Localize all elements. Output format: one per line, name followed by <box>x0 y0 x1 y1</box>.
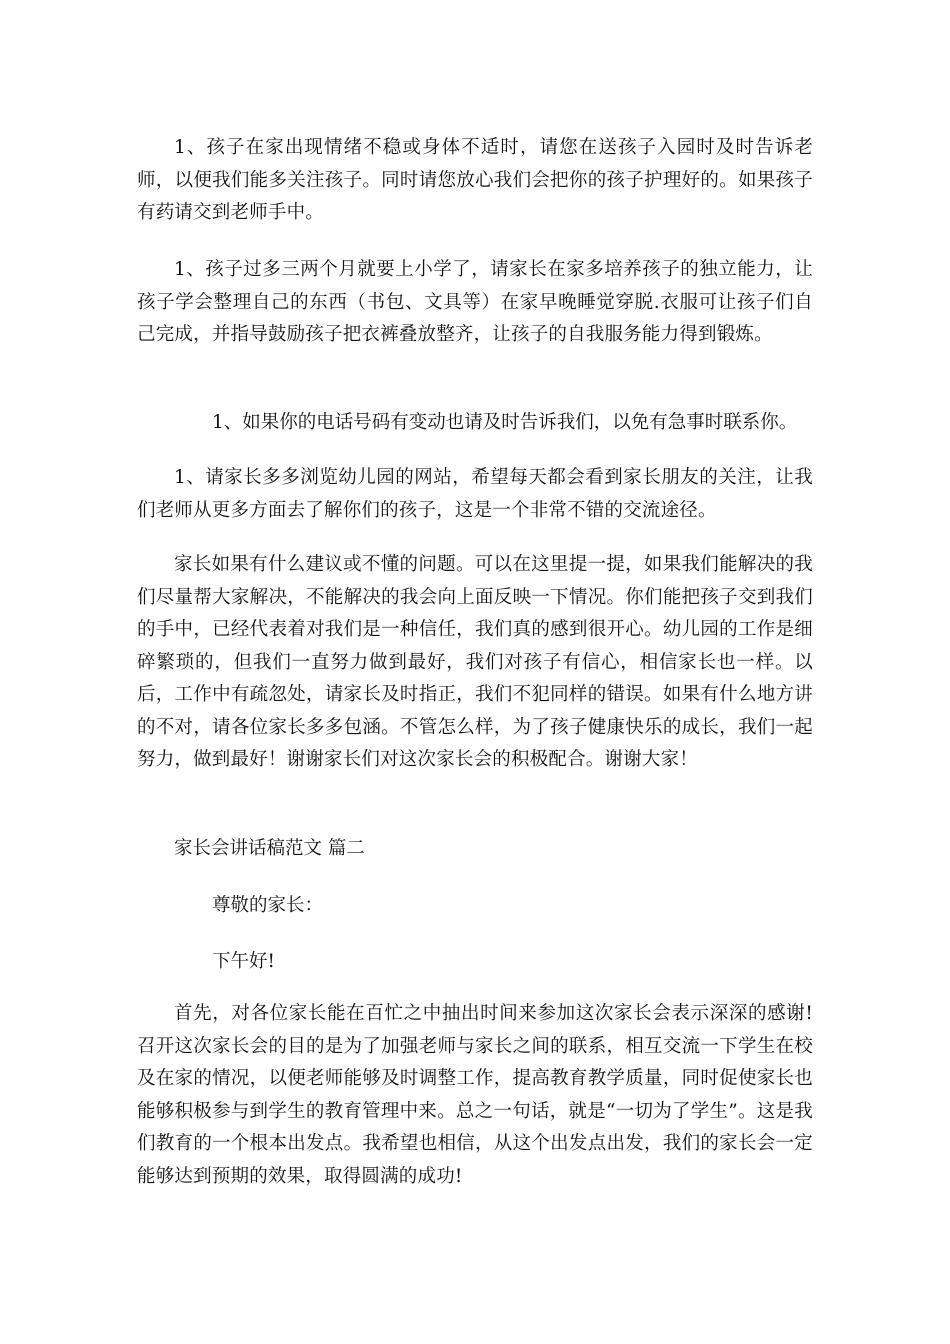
salutation: 尊敬的家长： <box>212 895 324 916</box>
paragraph-1: 1、孩子在家出现情绪不稳或身体不适时，请您在送孩子入园时及时告诉老师，以便我们能多关注孩子。同时请您放心我们会把你的孩子护理好的。如果孩子有药请交到老师手中。 <box>137 137 813 223</box>
greeting: 下午好! <box>212 951 275 972</box>
section-title: 家长会讲话稿范文 篇二 <box>174 838 365 859</box>
paragraph-5: 家长如果有什么建议或不懂的问题。可以在这里提一提，如果我们能解决的我们尽量帮大家解决，不能解决的我会向上面反映一下情况。你们能把孩子交到我们的手中，已经代表着对我们是一种信任，我们真的感到很开心。幼儿园的工作是细碎繁琐的，但我们一直努力做到最好，我们对孩子有信心，相信家长也一样。以后，工作中有疏忽处，请家长及时指正，我们不犯同样的错误。如果有什么地方讲的不对，请各位家长多多包涵。不管怎么样，为了孩子健康快乐的成长，我们一起努力，做到最好！谢谢家长们对这次家长会的积极配合。谢谢大家！ <box>137 554 813 770</box>
paragraph-2: 1、孩子过多三两个月就要上小学了，请家长在家多培养孩子的独立能力，让孩子学会整理自己的东西（书包、文具等）在家早晚睡觉穿脱.衣服可让孩子们自己完成，并指导鼓励孩子把衣裤叠放整齐，让孩子的自我服务能力得到锻炼。 <box>137 259 813 345</box>
final-paragraph: 首先，对各位家长能在百忙之中抽出时间来参加这次家长会表示深深的感谢!召开这次家长会的目的是为了加强老师与家长之间的联系，相互交流一下学生在校及在家的情况，以便老师能够及时调整工作，提高教育教学质量，同时促使家长也能够积极参与到学生的教育管理中来。总之一句话，就是“一切为了学生”。这是我们教育的一个根本出发点。我希望也相信，从这个出发点出发，我们的家长会一定能够达到预期的效果，取得圆满的成功! <box>137 1003 813 1187</box>
paragraph-3: 1、如果你的电话号码有变动也请及时告诉我们，以免有急事时联系你。 <box>212 412 798 433</box>
paragraph-4: 1、请家长多多浏览幼儿园的网站，希望每天都会看到家长朋友的关注，让我们老师从更多方面去了解你们的孩子，这是一个非常不错的交流途径。 <box>137 467 813 521</box>
